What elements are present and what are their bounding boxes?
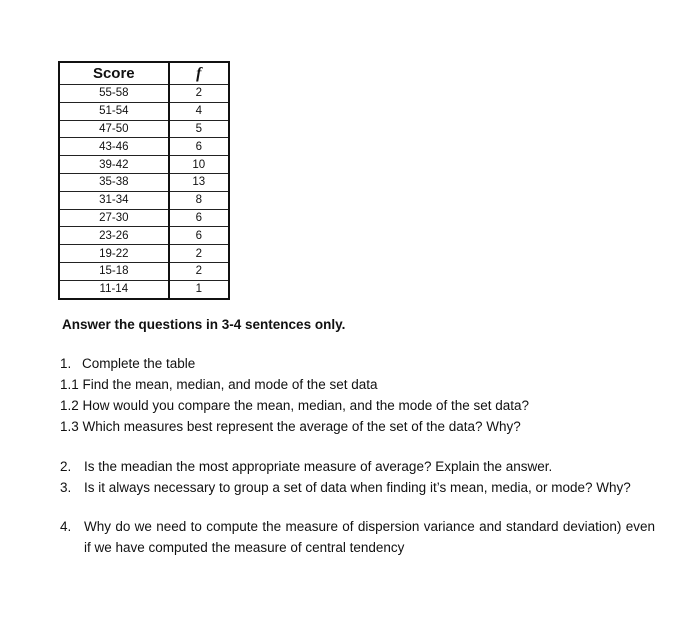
question-text: Complete the table [82,356,196,371]
question-text: Why do we need to compute the measure of dispersion variance and standard deviation) even if we have computed the measure of central tendency [84,519,655,555]
table-row [59,191,229,209]
question-number: 1.2 [60,398,79,413]
frequency-cell: 6 [169,227,229,245]
table-row [59,280,229,298]
table-row [59,262,229,280]
table-row [59,245,229,263]
frequency-cell: 2 [169,85,229,103]
frequency-column-header: f [169,62,229,85]
table-row [59,227,229,245]
question-text: Which measures best represent the average of the set of the data? Why? [82,419,521,434]
question-1-1 [60,375,377,395]
table-row [59,120,229,138]
frequency-cell: 8 [169,191,229,209]
table-body [59,85,229,299]
question-number: 1.1 [60,377,79,392]
frequency-cell: 2 [169,245,229,263]
score-cell: 11-14 [59,280,169,298]
question-text: Is it always necessary to group a set of data when finding it’s mean, media, or mode? Why? [84,480,631,495]
table-header-row [59,62,229,85]
frequency-table [58,61,230,300]
frequency-cell: 13 [169,173,229,191]
question-number: 1.3 [60,419,79,434]
table-row [59,156,229,174]
frequency-cell: 4 [169,102,229,120]
table-row [59,209,229,227]
frequency-cell: 1 [169,280,229,298]
instruction-text: Answer the questions in 3-4 sentences only. [62,317,346,332]
score-cell: 19-22 [59,245,169,263]
score-cell: 55-58 [59,85,169,103]
frequency-cell: 10 [169,156,229,174]
question-2 [60,456,655,477]
question-text: Find the mean, median, and mode of the set data [82,377,378,392]
score-cell: 47-50 [59,120,169,138]
question-4 [60,516,655,558]
score-cell: 39-42 [59,156,169,174]
table-row [59,85,229,103]
table-row [59,138,229,156]
question-number: 4. [60,519,72,534]
question-number: 1. [60,356,72,371]
table-row [59,102,229,120]
question-number: 2. [60,459,72,474]
question-1 [60,354,195,374]
score-cell: 51-54 [59,102,169,120]
question-3 [60,477,655,498]
score-cell: 43-46 [59,138,169,156]
table-row [59,173,229,191]
question-1-2 [60,396,529,416]
question-1-3 [60,417,521,437]
question-number: 3. [60,480,72,495]
frequency-cell: 6 [169,138,229,156]
frequency-cell: 2 [169,262,229,280]
score-cell: 15-18 [59,262,169,280]
score-cell: 23-26 [59,227,169,245]
score-column-header: Score [59,62,169,85]
frequency-cell: 5 [169,120,229,138]
question-text: Is the meadian the most appropriate measure of average? Explain the answer. [84,459,553,474]
question-text: How would you compare the mean, median, and the mode of the set data? [82,398,530,413]
score-cell: 27-30 [59,209,169,227]
score-cell: 31-34 [59,191,169,209]
score-cell: 35-38 [59,173,169,191]
frequency-cell: 6 [169,209,229,227]
